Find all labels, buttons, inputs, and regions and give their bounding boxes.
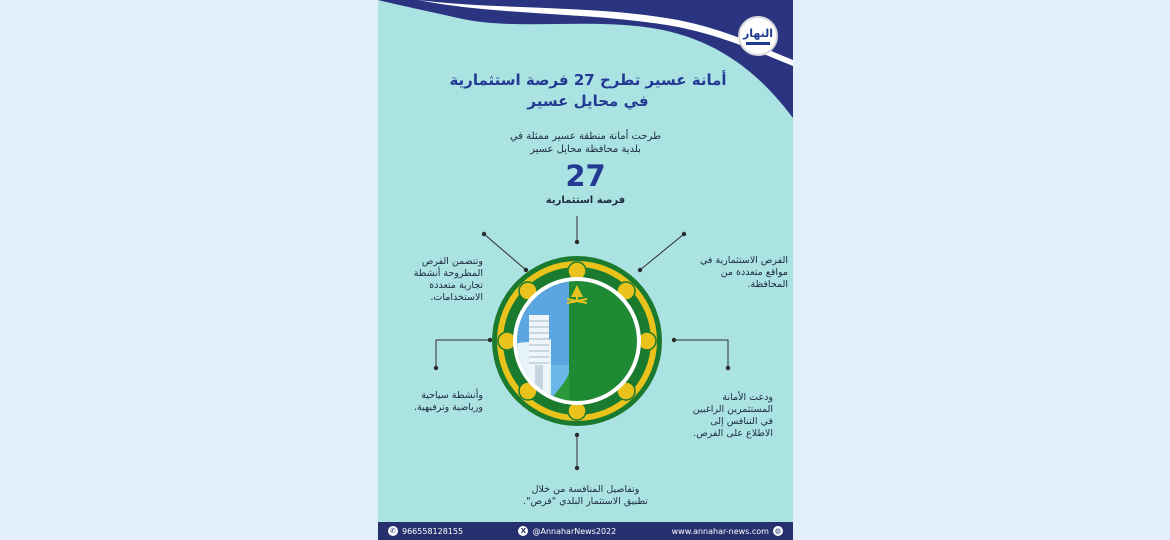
infographic-poster bbox=[378, 0, 793, 540]
aseer-municipality-emblem bbox=[491, 255, 663, 427]
footer-website[interactable] bbox=[672, 526, 783, 536]
footer-bar bbox=[378, 522, 793, 540]
note-middle-left: وأنشطة سياحية ورياضية وترفيهية. bbox=[413, 390, 483, 413]
logo-text: النهار bbox=[742, 26, 774, 40]
intro-line-2: بلدية محافظة محايل عسير bbox=[530, 144, 641, 155]
title-line-1: أمانة عسير تطرح 27 فرصة استثمارية bbox=[449, 71, 727, 89]
note-top-right: الفرص الاستثمارية في مواقع متعددة من المحافظة. bbox=[699, 255, 788, 290]
globe-icon: ◍ bbox=[774, 527, 782, 535]
title-line-2: في محايل عسير bbox=[527, 92, 649, 110]
note-middle-right: ودعت الأمانة المستثمرين الراغبين في التنافس إلى الاطلاع على الفرص. bbox=[692, 392, 773, 439]
whatsapp-icon: ✆ bbox=[388, 526, 398, 536]
footer-twitter[interactable] bbox=[518, 526, 616, 536]
twitter-handle: @AnnaharNews2022 bbox=[532, 526, 617, 536]
website-url: www.annahar-news.com bbox=[671, 526, 769, 536]
x-twitter-icon: X bbox=[518, 526, 528, 536]
highlight-label: فرصة استثمارية bbox=[545, 195, 626, 206]
note-top-left: وتتضمن الفرص المطروحة أنشطة تجارية متعددة الاستخدامات. bbox=[413, 256, 483, 303]
footer-whatsapp[interactable] bbox=[388, 526, 463, 536]
highlight-number: 27 bbox=[565, 159, 606, 193]
intro-line-1: طرحت أمانة منطقة عسير ممثلة في bbox=[509, 131, 662, 142]
note-bottom: وتفاصيل المنافسة من خلال تطبيق الاستثمار البلدي "فرص". bbox=[523, 484, 648, 507]
whatsapp-number: 966558128155 bbox=[402, 526, 464, 536]
